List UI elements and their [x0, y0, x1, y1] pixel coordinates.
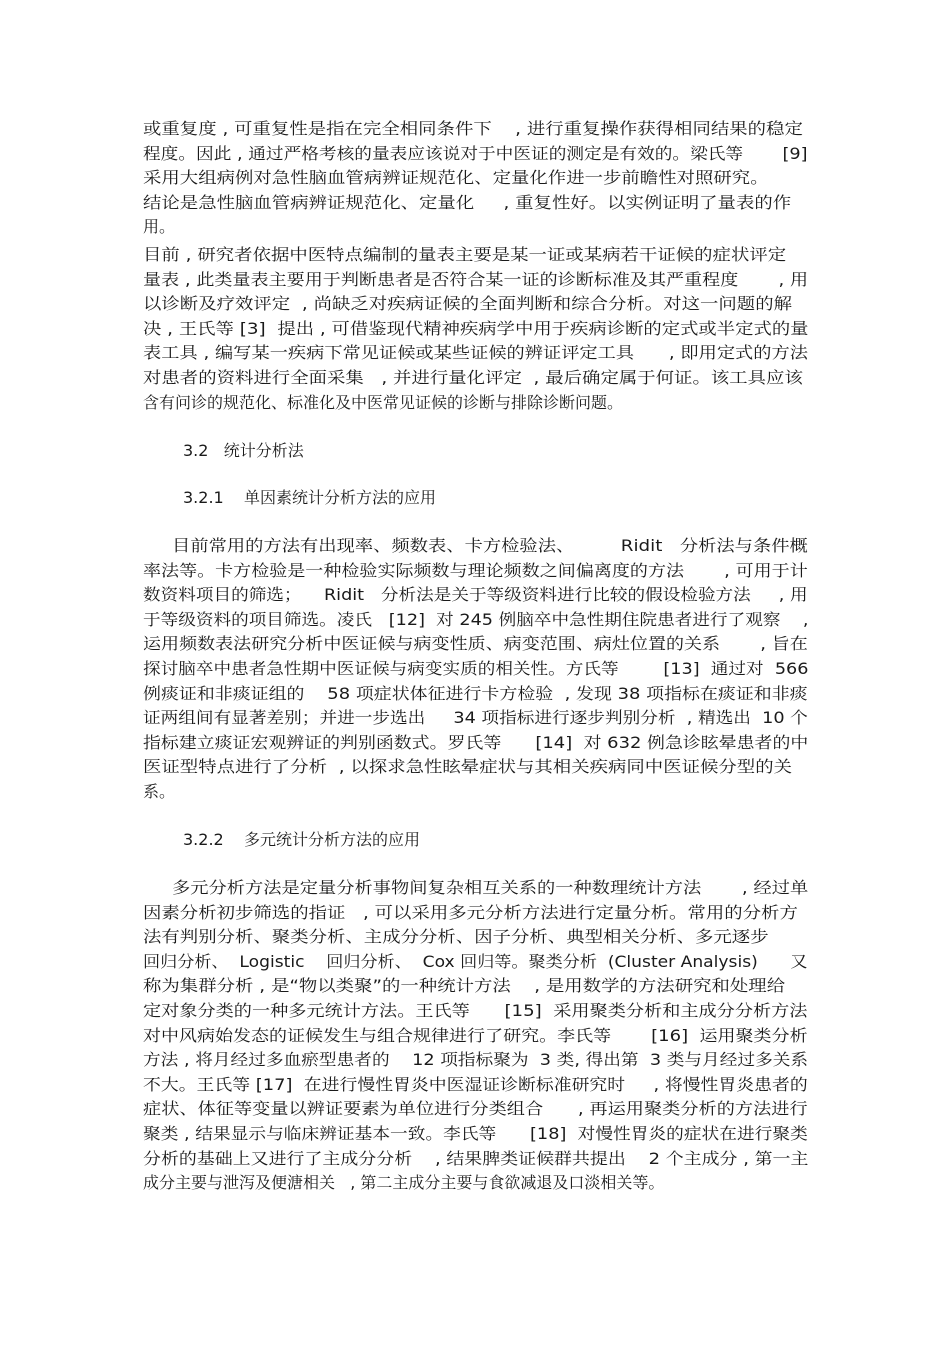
text-line: 因素分析初步筛选的指证 , 可以采用多元分析方法进行定量分析。常用的分析方: [143, 902, 798, 922]
text-line: 探讨脑卒中患者急性期中医证候与病变实质的相关性。方氏等 [13] 通过对 566: [143, 659, 809, 678]
text-line: 以诊断及疗效评定 , 尚缺乏对疾病证候的全面判断和综合分析。对这一问题的解: [143, 294, 793, 314]
text-line: 称为集群分析 , 是“物以类聚”的一种统计方法 , 是用数学的方法研究和处理给: [143, 976, 786, 996]
text-line: 定对象分类的一种多元统计方法。王氏等 [15] 采用聚类分析和主成分分析方法: [143, 1001, 808, 1020]
text-line: 量表 , 此类量表主要用于判断患者是否符合某一证的诊断标准及其严重程度 , 用: [143, 269, 809, 289]
section-heading: 3.2.2 多元统计分析方法的应用: [183, 830, 421, 849]
text-line: 方法 , 将月经过多血瘀型患者的 12 项指标聚为 3 类, 得出第 3 类与月经过多关系: [143, 1050, 809, 1070]
text-line: 多元分析方法是定量分析事物间复杂相互关系的一种数理统计方法 , 经过单: [143, 878, 809, 897]
text-line: 采用大组病例对急性脑血管病辨证规范化、定量化作进一步前瞻性对照研究。: [143, 168, 769, 188]
text-line: 对患者的资料进行全面采集 , 并进行量化评定 , 最后确定属于何证。该工具应该: [143, 368, 803, 387]
text-line: 或重复度 , 可重复性是指在完全相同条件下 , 进行重复操作获得相同结果的稳定: [143, 119, 803, 138]
text-line: 例痰证和非痰证组的 58 项症状体征进行卡方检验 , 发现 38 项指标在痰证和非痰: [143, 683, 808, 703]
text-line: 目前常用的方法有出现率、频数表、卡方检验法、 Ridit 分析法与条件概: [143, 536, 808, 555]
text-line: 表工具 , 编写某一疾病下常见证候或某些证候的辨证评定工具 , 即用定式的方法: [143, 343, 808, 363]
text-line: 指标建立痰证宏观辨证的判别函数式。罗氏等 [14] 对 632 例急诊眩晕患者的中: [143, 732, 809, 752]
text-line: 决 , 王氏等 [3] 提出 , 可借鉴现代精神疾病学中用于疾病诊断的定式或半定式的量: [143, 318, 809, 338]
text-line: 程度。因此 , 通过严格考核的量表应该说对于中医证的测定是有效的。梁氏等 [9]: [143, 143, 808, 163]
text-line: 含有问诊的规范化、标准化及中医常见证候的诊断与排除诊断问题。: [143, 392, 624, 412]
section-heading: 3.2.1 单因素统计分析方法的应用: [183, 488, 437, 507]
text-line: 系。: [143, 782, 176, 801]
text-line: 证两组间有显著差别；并进一步选出 34 项指标进行逐步判别分析 , 精选出 10 个: [143, 708, 808, 728]
text-line: 运用频数表法研究分析中医证候与病变性质、病变范围、病灶位置的关系 , 旨在: [143, 634, 808, 654]
text-line: 目前 , 研究者依据中医特点编制的量表主要是某一证或某病若干证候的症状评定: [143, 245, 787, 264]
text-line: 于等级资料的项目筛选。凌氏 [12] 对 245 例脑卒中急性期住院患者进行了观察 ,: [143, 609, 809, 629]
text-line: 回归分析、 Logistic 回归分析、 Cox 回归等。聚类分析 (Cluster Analysis) 又: [143, 951, 808, 971]
text-line: 分析的基础上又进行了主成分分析 , 结果脾类证候群共提出 2 个主成分 , 第一主: [143, 1148, 809, 1168]
text-line: 症状、体征等变量以辨证要素为单位进行分类组合 , 再运用聚类分析的方法进行: [143, 1099, 808, 1119]
text-line: 结论是急性脑血管病辨证规范化、定量化 , 重复性好。以实例证明了量表的作: [143, 192, 792, 212]
section-heading: 3.2 统计分析法: [183, 441, 304, 460]
text-line: 聚类 , 结果显示与临床辨证基本一致。李氏等 [18] 对慢性胃炎的症状在进行聚类: [143, 1124, 808, 1143]
text-line: 成分主要与泄泻及便溏相关 , 第二主成分主要与食欲减退及口淡相关等。: [143, 1173, 665, 1193]
text-line: 率法等。卡方检验是一种检验实际频数与理论频数之间偏离度的方法 , 可用于计: [143, 560, 808, 580]
text-line: 数资料项目的筛选； Ridit 分析法是关于等级资料进行比较的假设检验方法 , 用: [143, 585, 808, 605]
text-line: 对中风病始发态的证候发生与组合规律进行了研究。李氏等 [16] 运用聚类分析: [143, 1025, 808, 1045]
text-line: 不大。王氏等 [17] 在进行慢性胃炎中医湿证诊断标准研究时 , 将慢性胃炎患者的: [143, 1074, 808, 1094]
text-line: 医证型特点进行了分析 , 以探求急性眩晕症状与其相关疾病同中医证候分型的关: [143, 757, 793, 777]
text-line: 法有判别分析、聚类分析、主成分分析、因子分析、典型相关分析、多元逐步: [143, 927, 769, 947]
text-line: 用。: [143, 217, 176, 237]
